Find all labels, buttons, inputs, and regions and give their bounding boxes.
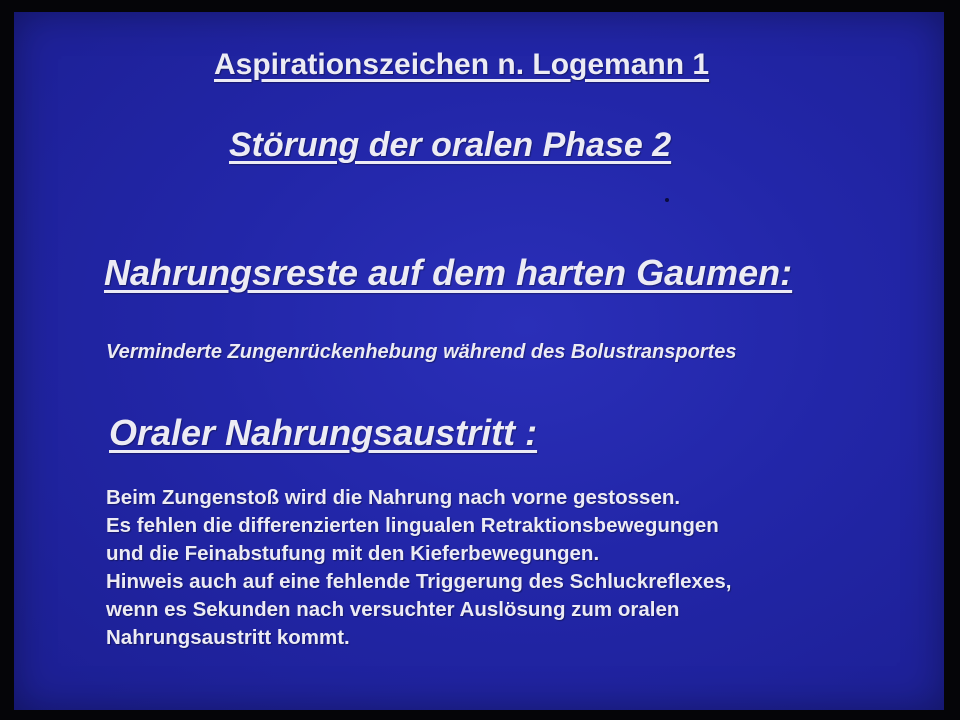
section-heading-food-residue: Nahrungsreste auf dem harten Gaumen: <box>104 252 793 293</box>
section-heading-oral-leakage: Oraler Nahrungsaustritt : <box>109 412 538 453</box>
section-body-oral-leakage <box>106 484 731 652</box>
body-line: Es fehlen die differenzierten lingualen Retraktionsbewegungen <box>106 514 719 537</box>
slide-title: Aspirationszeichen n. Logemann 1 <box>214 48 710 81</box>
body-line: Beim Zungenstoß wird die Nahrung nach vorne gestossen. <box>106 486 681 509</box>
dust-speck <box>665 198 669 202</box>
body-line: wenn es Sekunden nach versuchter Auslösung zum oralen <box>106 598 680 621</box>
section-text-tongue-elevation: Verminderte Zungenrückenhebung während des Bolustransportes <box>106 341 737 363</box>
slide-subtitle: Störung der oralen Phase 2 <box>229 126 672 164</box>
body-line: und die Feinabstufung mit den Kieferbewegungen. <box>106 542 600 565</box>
slide <box>14 12 944 710</box>
body-line: Hinweis auch auf eine fehlende Triggerung des Schluckreflexes, <box>106 570 732 593</box>
body-line: Nahrungsaustritt kommt. <box>106 626 350 649</box>
